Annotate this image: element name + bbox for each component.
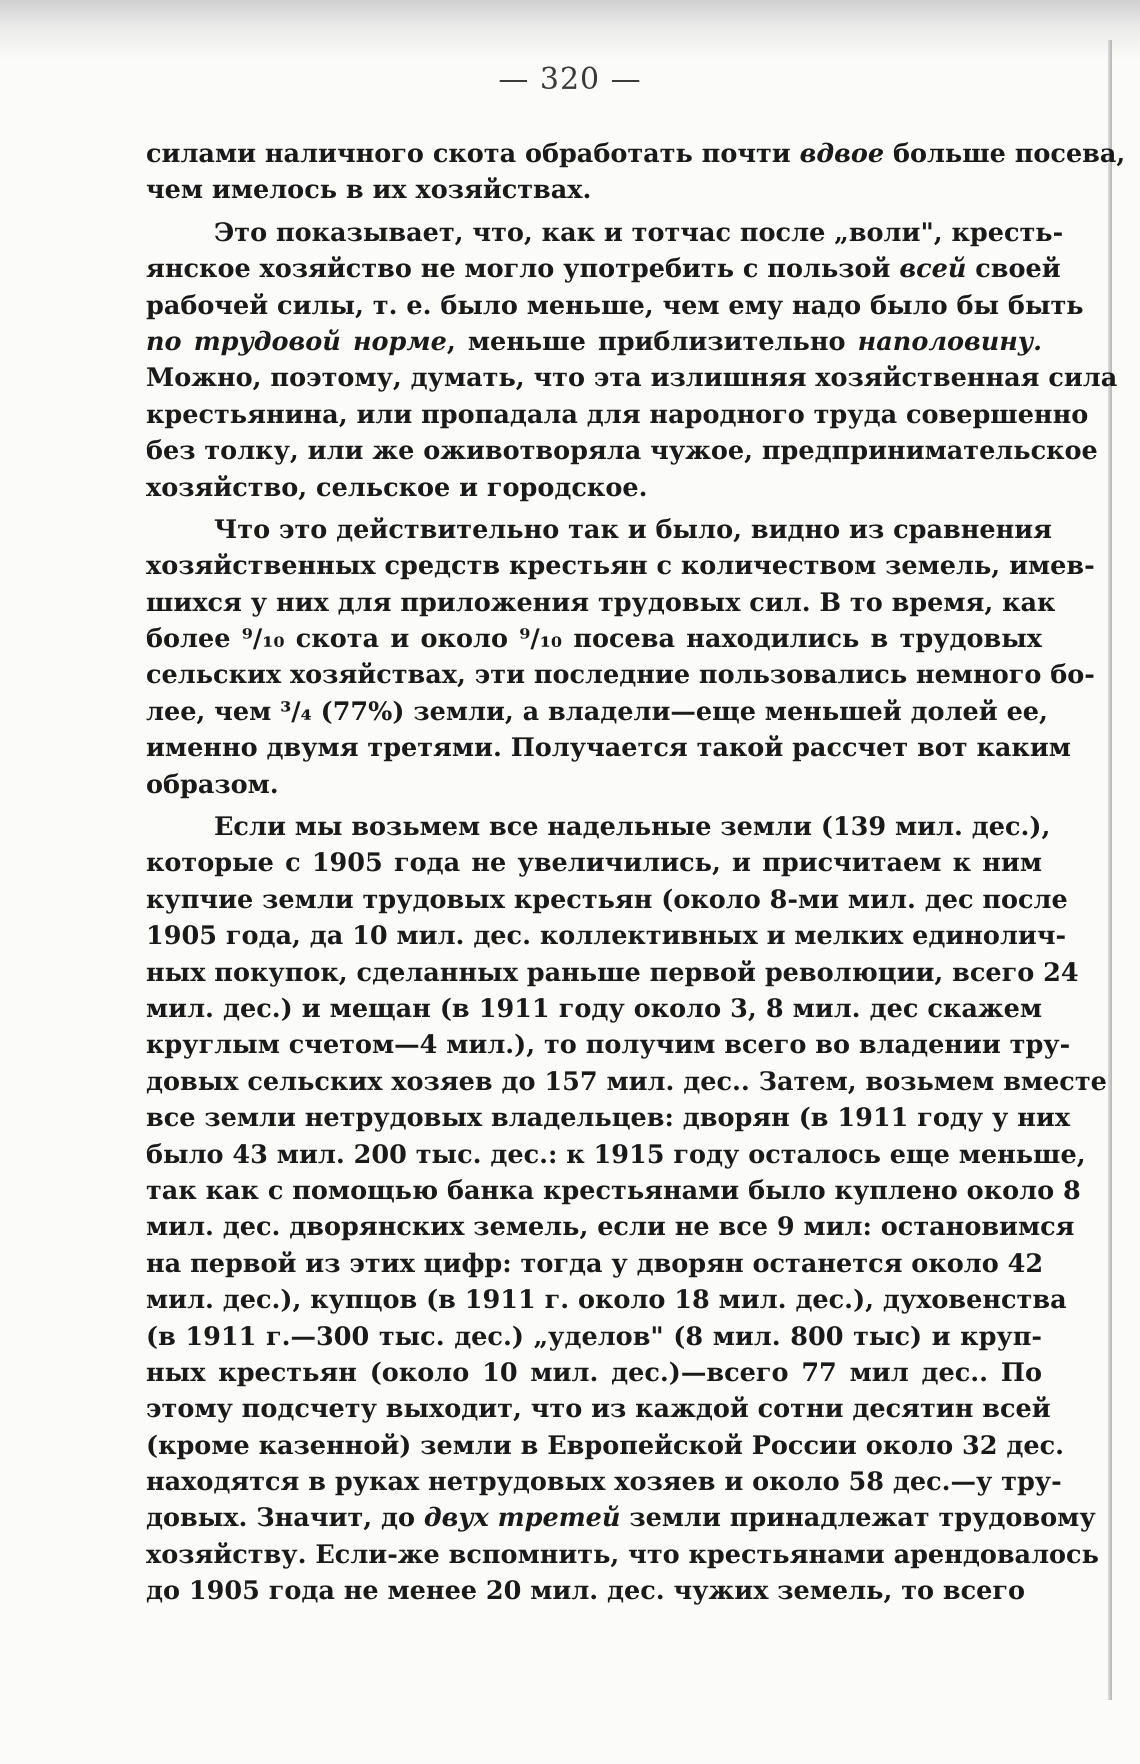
paragraph-3	[146, 809, 1107, 1610]
text-line	[146, 288, 1084, 324]
text-run: мил. дес.) и мещан (в 1911 году около 3, 8 мил. дес скажем	[146, 993, 1042, 1024]
text-line	[146, 1137, 1086, 1173]
emphasis-text: наполовину.	[857, 326, 1043, 357]
text-run: 1905 года, да 10 мил. дес. коллективных и мелких единолич-	[146, 921, 1067, 952]
text-line	[146, 136, 1126, 172]
text-line	[146, 1428, 1064, 1464]
text-line	[146, 512, 1053, 548]
text-run: было 43 мил. 200 тыс. дес.: к 1915 году осталось еще меньше,	[146, 1139, 1086, 1170]
body-text	[146, 136, 1126, 1610]
text-line	[146, 548, 1095, 584]
text-run: шихся у них для приложения трудовых сил. В то время, как	[146, 587, 1056, 618]
text-line	[146, 1391, 1051, 1427]
text-line	[146, 585, 1056, 621]
text-run: хозяйственных средств крестьян с количеством земель, имев-	[146, 551, 1095, 582]
text-line	[146, 1209, 1075, 1245]
emphasis-text: двух третей	[423, 1503, 621, 1534]
text-line	[146, 767, 1042, 803]
text-run: так как с помощью банка крестьянами было куплено около 8	[146, 1175, 1081, 1206]
text-run: (в 1911 г.—300 тыс. дес.) „уделов" (8 мил. 800 тыс) и круп-	[146, 1321, 1042, 1352]
text-line	[146, 433, 1098, 469]
text-line	[146, 324, 1042, 360]
text-run: земли принадлежат трудовому	[620, 1503, 1096, 1534]
text-line	[146, 1064, 1107, 1100]
text-run: рабочей силы, т. е. было меньше, чем ему надо было бы быть	[146, 290, 1084, 321]
text-run: круглым счетом—4 мил.), то получим всего во владении тру-	[146, 1030, 1071, 1061]
text-line	[146, 621, 1042, 657]
text-run: крестьянина, или пропадала для народного труда совершенно	[146, 399, 1089, 430]
text-run: лее, чем ³/₄ (77%) земли, а владели—еще меньшей долей ее,	[146, 696, 1048, 727]
text-run: своей	[966, 254, 1061, 285]
text-line	[146, 809, 1051, 845]
text-line	[146, 1027, 1071, 1063]
text-line	[146, 360, 1118, 396]
text-run: , меньше приблизительно	[446, 326, 858, 357]
text-line	[146, 1500, 1096, 1536]
page-number: — 320 —	[498, 62, 642, 97]
text-run: которые с 1905 года не увеличились, и присчитаем к ним	[146, 848, 1042, 879]
text-run: янское хозяйство не могло употребить с пользой	[146, 254, 900, 285]
text-line	[146, 918, 1067, 954]
text-run: чем имелось в их хозяйствах.	[146, 175, 592, 206]
text-run: находятся в руках нетрудовых хозяев и около 58 дес.—у тру-	[146, 1467, 1062, 1498]
paragraph-1	[146, 215, 1118, 506]
text-line	[146, 172, 1042, 208]
text-line	[146, 882, 1068, 918]
text-run: образом.	[146, 769, 279, 800]
text-run: хозяйству. Если-же вспомнить, что крестьянами арендовалось	[146, 1539, 1099, 1570]
text-line	[146, 657, 1095, 693]
scan-page-edge	[1108, 40, 1112, 1700]
text-run: мил. дес. дворянских земель, если не все 9 мил: остановимся	[146, 1212, 1075, 1243]
text-run: мил. дес.), купцов (в 1911 г. около 18 мил. дес.), духовенства	[146, 1285, 1067, 1316]
text-line	[146, 1282, 1067, 1318]
text-run: до 1905 года не менее 20 мил. дес. чужих земель, то всего	[146, 1576, 1025, 1607]
text-run: ных крестьян (около 10 мил. дес.)—всего 77 мил дес.. По	[146, 1357, 1042, 1388]
text-run: именно двумя третями. Получается такой рассчет вот каким	[146, 733, 1071, 764]
text-run: все земли нетрудовых владельцев: дворян (в 1911 году у них	[146, 1103, 1071, 1134]
text-run: купчие земли трудовых крестьян (около 8-ми мил. дес после	[146, 884, 1068, 915]
emphasis-text: всей	[899, 254, 967, 285]
emphasis-text: вдвое	[799, 139, 885, 169]
text-run: довых. Значит, до	[146, 1503, 424, 1534]
text-line	[146, 730, 1071, 766]
text-run: ных покупок, сделанных раньше первой революции, всего 24	[146, 957, 1079, 988]
text-line	[146, 1319, 1042, 1355]
text-run: Можно, поэтому, думать, что эта излишняя хозяйственная сила	[146, 363, 1118, 394]
text-line	[146, 1173, 1081, 1209]
text-line	[146, 215, 1064, 251]
emphasis-text: по трудовой норме	[146, 326, 447, 357]
text-line	[146, 251, 1061, 287]
text-run: (кроме казенной) земли в Европейской России около 32 дес.	[146, 1430, 1064, 1461]
text-line	[146, 397, 1089, 433]
paragraph-0	[146, 136, 1126, 209]
text-line	[146, 991, 1042, 1027]
text-run: хозяйство, сельское и городское.	[146, 472, 648, 503]
text-line	[146, 694, 1048, 730]
text-line	[146, 1573, 1042, 1609]
text-line	[146, 1246, 1042, 1282]
text-run: этому подсчету выходит, что из каждой сотни десятин всей	[146, 1394, 1051, 1425]
text-line	[146, 1537, 1099, 1573]
text-line	[146, 1100, 1071, 1136]
text-run: Это показывает, что, как и тотчас после „воли", кресть-	[214, 217, 1064, 248]
text-run: Если мы возьмем все надельные земли (139 мил. дес.),	[214, 812, 1051, 843]
text-run: сельских хозяйствах, эти последние пользовались немного бо-	[146, 660, 1095, 691]
paragraph-2	[146, 512, 1095, 803]
text-line	[146, 1355, 1042, 1391]
text-run: на первой из этих цифр: тогда у дворян останется около 42	[146, 1248, 1044, 1279]
text-line	[146, 845, 1042, 881]
text-run: более ⁹/₁₀ скота и около ⁹/₁₀ посева находились в трудовых	[146, 624, 1042, 655]
scan-top-shadow	[0, 0, 1140, 60]
text-run: больше посева,	[884, 139, 1126, 169]
text-run: Что это действительно так и было, видно из сравнения	[214, 514, 1053, 545]
text-line	[146, 470, 1042, 506]
text-run: силами наличного скота обработать почти	[146, 139, 800, 169]
text-run: без толку, или же оживотворяла чужое, предпринимательское	[146, 436, 1098, 467]
text-run: довых сельских хозяев до 157 мил. дес.. Затем, возьмем вместе	[146, 1066, 1107, 1097]
text-line	[146, 1464, 1062, 1500]
text-line	[146, 955, 1079, 991]
